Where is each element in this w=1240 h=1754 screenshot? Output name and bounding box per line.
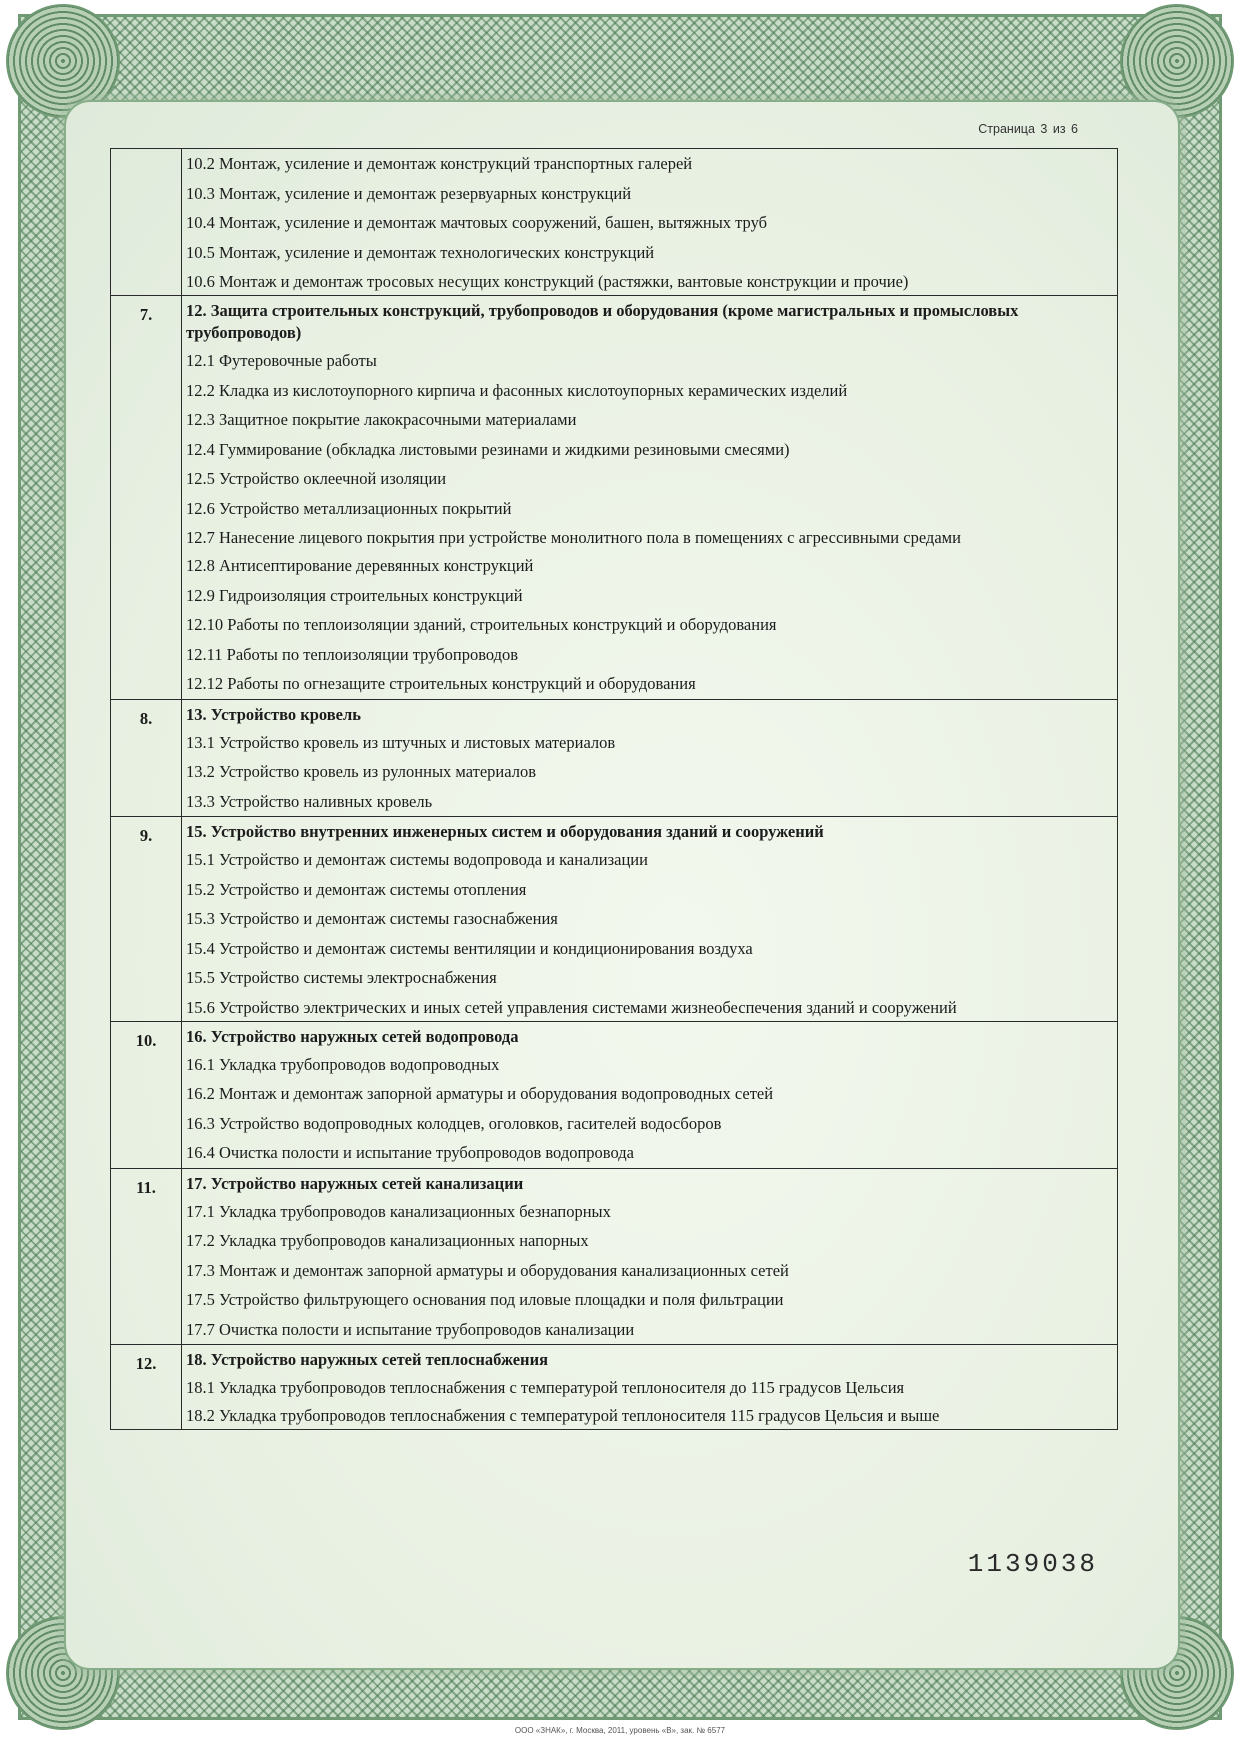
serial-number: 1139038 [967,1549,1098,1579]
list-item: 15.4 Устройство и демонтаж системы вентиляции и кондиционирования воздуха [186,938,753,958]
section-title: 18. Устройство наружных сетей теплоснабжения [186,1350,549,1369]
list-item: 13.1 Устройство кровель из штучных и листовых материалов [186,732,616,752]
list-item: 17.3 Монтаж и демонтаж запорной арматуры и оборудования канализационных сетей [186,1260,789,1280]
row-number: 12. [111,1345,182,1430]
printer-imprint: ООО «ЗНАК», г. Москва, 2011, уровень «В», зак. № 6577 [514,1726,726,1735]
list-item: 12.5 Устройство оклеечной изоляции [186,469,447,488]
row-number: 10. [111,1021,182,1168]
list-item: 18.2 Укладка трубопроводов теплоснабжения с температурой теплоносителя 115 градусов Цельсия и выше [186,1406,940,1425]
list-item: 16.1 Укладка трубопроводов водопроводных [186,1054,500,1074]
list-item: 12.3 Защитное покрытие лакокрасочными материалами [186,410,577,429]
list-item: 15.1 Устройство и демонтаж системы водопровода и канализации [186,850,648,869]
list-item: 12.4 Гуммирование (обкладка листовыми резинами и жидкими резиновыми смесями) [186,439,790,459]
list-item: 17.7 Очистка полости и испытание трубопроводов канализации [186,1319,635,1339]
table-row [111,1021,1118,1168]
list-item: 10.6 Монтаж и демонтаж тросовых несущих конструкций (растяжки, вантовые конструкции и прочие) [186,272,909,291]
row-content [182,1168,1118,1345]
list-item: 13.2 Устройство кровель из рулонных материалов [186,762,536,781]
row-content [182,149,1118,296]
row-content [182,1345,1118,1430]
section-title: 13. Устройство кровель [186,704,361,724]
list-item: 15.6 Устройство электрических и иных сетей управления системами жизнеобеспечения зданий и сооружений [186,997,957,1017]
table-row [111,296,1118,700]
list-item: 17.2 Укладка трубопроводов канализационных напорных [186,1231,589,1250]
table-row [111,1168,1118,1345]
list-item: 10.4 Монтаж, усиление и демонтаж мачтовых сооружений, башен, вытяжных труб [186,213,768,232]
list-item: 12.1 Футеровочные работы [186,351,377,370]
list-item: 12.8 Антисептирование деревянных конструкций [186,556,534,575]
row-number: 9. [111,817,182,1022]
list-item: 18.1 Укладка трубопроводов теплоснабжения с температурой теплоносителя до 115 градусов Цельсия [186,1378,905,1397]
page-prefix: Страница [978,122,1035,136]
table-row [111,817,1118,1022]
list-item: 12.10 Работы по теплоизоляции зданий, строительных конструкций и оборудования [186,615,777,634]
list-item: 12.6 Устройство металлизационных покрытий [186,498,512,518]
row-number: 7. [111,296,182,700]
row-content [182,296,1118,700]
section-title: 15. Устройство внутренних инженерных систем и оборудования зданий и сооружений [186,822,824,841]
section-title: 16. Устройство наружных сетей водопровода [186,1026,519,1046]
page-of: из [1052,122,1066,136]
list-item: 17.5 Устройство фильтрующего основания под иловые площадки и поля фильтрации [186,1290,784,1309]
work-types-table [110,148,1118,1430]
list-item: 10.2 Монтаж, усиление и демонтаж конструкций транспортных галерей [186,154,693,173]
list-item: 15.5 Устройство системы электроснабжения [186,968,497,987]
list-item: 15.3 Устройство и демонтаж системы газоснабжения [186,909,558,928]
list-item: 10.3 Монтаж, усиление и демонтаж резервуарных конструкций [186,183,632,203]
section-title: 17. Устройство наружных сетей канализации [186,1173,524,1193]
table-row [111,699,1118,817]
list-item: 17.1 Укладка трубопроводов канализационных безнапорных [186,1201,611,1221]
list-item: 12.2 Кладка из кислотоупорного кирпича и фасонных кислотоупорных керамических изделий [186,380,848,400]
row-content [182,699,1118,817]
list-item: 12.11 Работы по теплоизоляции трубопроводов [186,644,519,664]
section-title: 12. Защита строительных конструкций, трубопроводов и оборудования (кроме магистральных и промысловых трубопроводов) [186,301,1019,342]
table-row [111,1345,1118,1430]
list-item: 13.3 Устройство наливных кровель [186,791,433,811]
list-item: 16.3 Устройство водопроводных колодцев, оголовков, гасителей водосборов [186,1113,722,1133]
list-item: 12.12 Работы по огнезащите строительных конструкций и оборудования [186,674,696,693]
row-content [182,817,1118,1022]
row-number: 8. [111,699,182,817]
row-number [111,149,182,296]
list-item: 16.2 Монтаж и демонтаж запорной арматуры и оборудования водопроводных сетей [186,1084,774,1103]
row-number: 11. [111,1168,182,1345]
page-indicator [978,122,1080,136]
page-total: 6 [1071,122,1078,136]
row-content [182,1021,1118,1168]
list-item: 12.9 Гидроизоляция строительных конструкций [186,585,523,605]
list-item: 12.7 Нанесение лицевого покрытия при устройстве монолитного пола в помещениях с агрессивными средами [186,528,961,547]
table-row [111,149,1118,296]
page-current: 3 [1040,122,1048,136]
list-item: 16.4 Очистка полости и испытание трубопроводов водопровода [186,1143,634,1162]
list-item: 10.5 Монтаж, усиление и демонтаж технологических конструкций [186,242,655,262]
list-item: 15.2 Устройство и демонтаж системы отопления [186,879,527,899]
